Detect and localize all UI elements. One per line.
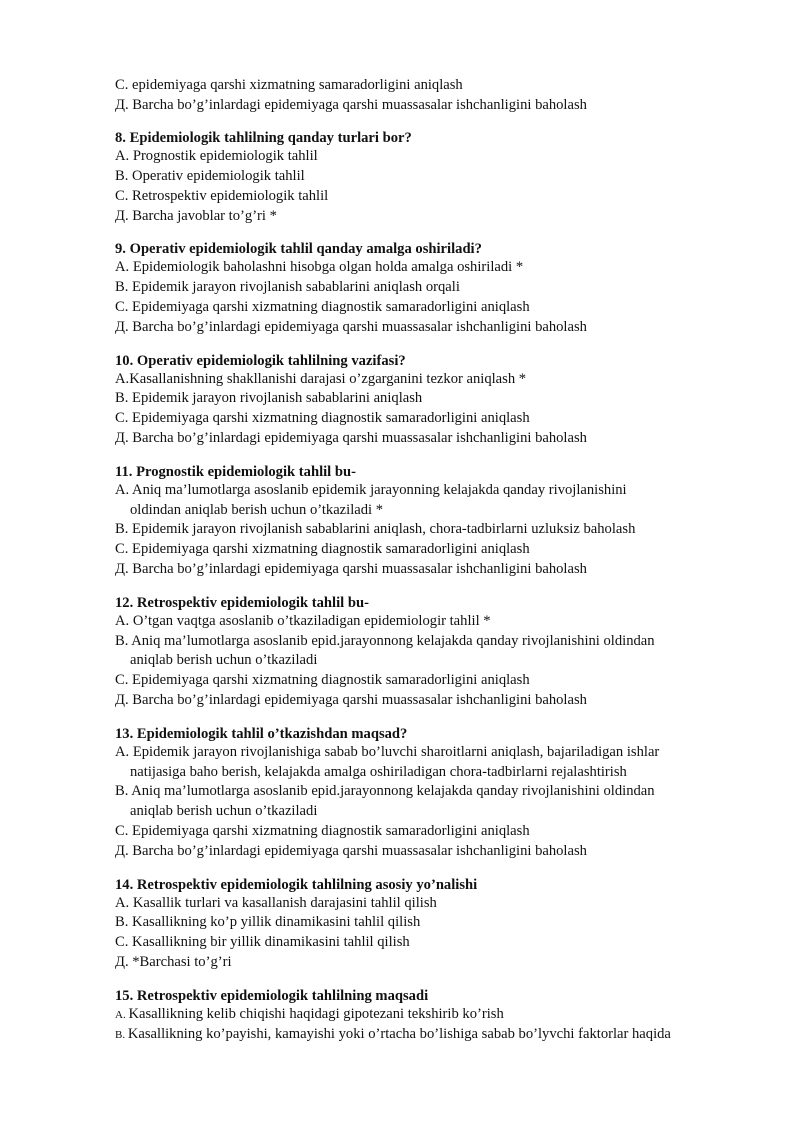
answer-option: Д. *Barchasi to’g’ri	[115, 953, 232, 970]
answer-option	[115, 1005, 755, 1026]
question-title: 14. Retrospektiv epidemiologik tahlilning asosiy yo’nalishi	[115, 876, 478, 893]
question-block	[115, 463, 755, 580]
answer-option: Д. Barcha bo’g’inlardagi epidemiyaga qarshi muassasalar ishchanligini baholash	[115, 842, 587, 859]
question-title: 10. Operativ epidemiologik tahlilning vazifasi?	[115, 352, 406, 369]
question-block	[115, 725, 755, 862]
intro-line: Д. Barcha bo’g’inlardagi epidemiyaga qarshi muassasalar ishchanligini baholash	[115, 96, 587, 113]
question-block	[115, 987, 755, 1047]
answer-option: Д. Barcha bo’g’inlardagi epidemiyaga qarshi muassasalar ishchanligini baholash	[115, 318, 587, 335]
answer-option: oldindan aniqlab berish uchun o’tkaziladi *	[130, 501, 384, 518]
question-title: 9. Operativ epidemiologik tahlil qanday amalga oshiriladi?	[115, 241, 482, 258]
answer-option: C. Epidemiyaga qarshi xizmatning diagnostik samaradorligini aniqlash	[115, 672, 530, 689]
answer-option: B. Epidemik jarayon rivojlanish sabablarini aniqlash	[115, 390, 423, 407]
question-block	[115, 129, 755, 226]
option-label: B.	[115, 1029, 128, 1042]
question-block	[115, 352, 755, 449]
answer-option: Д. Barcha bo’g’inlardagi epidemiyaga qarshi muassasalar ishchanligini baholash	[115, 429, 587, 446]
answer-option: B. Operativ epidemiologik tahlil	[115, 167, 305, 184]
answer-option: C. Epidemiyaga qarshi xizmatning diagnostik samaradorligini aniqlash	[115, 541, 530, 558]
question-block	[115, 240, 755, 337]
option-label: A.	[115, 1008, 129, 1021]
answer-option: A. Epidemiologik baholashni hisobga olgan holda amalga oshiriladi *	[115, 259, 524, 276]
answer-option: A.Kasallanishning shakllanishi darajasi o’zgarganini tezkor aniqlash *	[115, 370, 527, 387]
document-page	[115, 76, 755, 1046]
answer-option: C. Epidemiyaga qarshi xizmatning diagnostik samaradorligini aniqlash	[115, 410, 530, 427]
answer-option: C. Epidemiyaga qarshi xizmatning diagnostik samaradorligini aniqlash	[115, 822, 530, 839]
answer-option: B. Aniq ma’lumotlarga asoslanib epid.jarayonnong kelajakda qanday rivojlanishini oldindan	[115, 783, 655, 800]
answer-option: A. Aniq ma’lumotlarga asoslanib epidemik jarayonning kelajakda qanday rivojlanishini	[115, 481, 627, 498]
answer-option: B. Epidemik jarayon rivojlanish sabablarini aniqlash orqali	[115, 279, 460, 296]
answer-option	[115, 1025, 755, 1046]
answer-option: A. Epidemik jarayon rivojlanishiga sabab bo’luvchi sharoitlarni aniqlash, bajariladigan ishlar	[115, 743, 660, 760]
answer-option: A. O’tgan vaqtga asoslanib o’tkaziladigan epidemiologir tahlil *	[115, 612, 491, 629]
answer-option: Д. Barcha bo’g’inlardagi epidemiyaga qarshi muassasalar ishchanligini baholash	[115, 691, 587, 708]
question-title: 12. Retrospektiv epidemiologik tahlil bu-	[115, 594, 369, 611]
intro-block	[115, 76, 755, 115]
answer-option: A. Prognostik epidemiologik tahlil	[115, 148, 318, 165]
answer-option: B. Aniq ma’lumotlarga asoslanib epid.jarayonnong kelajakda qanday rivojlanishini oldindan	[115, 632, 655, 649]
answer-option: C. Epidemiyaga qarshi xizmatning diagnostik samaradorligini aniqlash	[115, 298, 530, 315]
answer-option: C. Kasallikning bir yillik dinamikasini tahlil qilish	[115, 934, 410, 951]
questions-list	[115, 129, 755, 1046]
question-block	[115, 594, 755, 711]
question-title: 13. Epidemiologik tahlil o’tkazishdan maqsad?	[115, 725, 408, 742]
answer-option: Д. Barcha bo’g’inlardagi epidemiyaga qarshi muassasalar ishchanligini baholash	[115, 560, 587, 577]
question-block	[115, 876, 755, 973]
answer-option: C. Retrospektiv epidemiologik tahlil	[115, 187, 329, 204]
intro-line: C. epidemiyaga qarshi xizmatning samaradorligini aniqlash	[115, 77, 463, 93]
answer-option: B. Kasallikning ko’p yillik dinamikasini tahlil qilish	[115, 914, 421, 931]
question-title: 15. Retrospektiv epidemiologik tahlilning maqsadi	[115, 987, 429, 1004]
question-title: 8. Epidemiologik tahlilning qanday turlari bor?	[115, 130, 412, 147]
answer-option: aniqlab berish uchun o’tkaziladi	[130, 803, 318, 820]
question-title: 11. Prognostik epidemiologik tahlil bu-	[115, 463, 356, 480]
answer-option: natijasiga baho berish, kelajakda amalga oshiriladigan chora-tadbirlarni rejalashtirish	[130, 763, 627, 780]
option-text: Kasallikning kelib chiqishi haqidagi gipotezani tekshirib ko’rish	[128, 1005, 504, 1022]
option-text: Kasallikning ko’payishi, kamayishi yoki o’rtacha bo’lishiga sabab bo’lyvchi faktorlar haqida	[127, 1026, 671, 1043]
answer-option: Д. Barcha javoblar to’g’ri *	[115, 207, 277, 224]
answer-option: B. Epidemik jarayon rivojlanish sabablarini aniqlash, chora-tadbirlarni uzluksiz baholash	[115, 521, 636, 538]
answer-option: A. Kasallik turlari va kasallanish darajasini tahlil qilish	[115, 894, 437, 911]
answer-option: aniqlab berish uchun o’tkaziladi	[130, 652, 318, 669]
